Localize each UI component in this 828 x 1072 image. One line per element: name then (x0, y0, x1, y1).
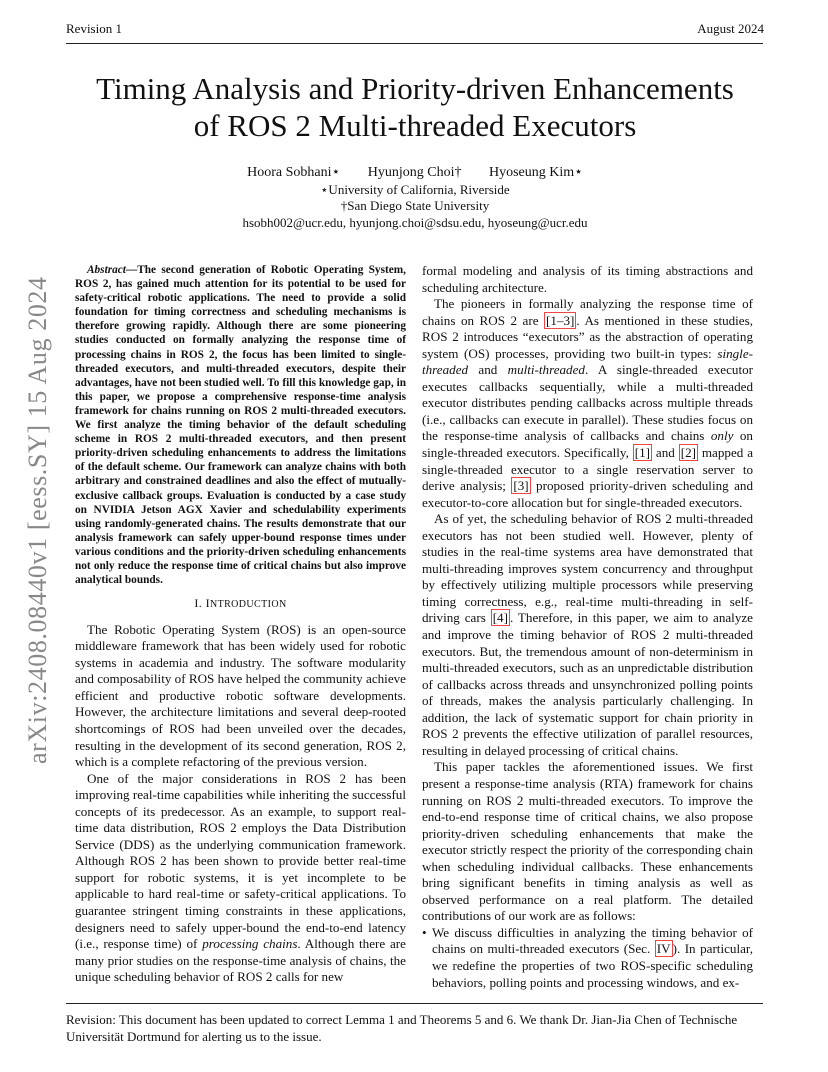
intro-paragraph-2: One of the major considerations in ROS 2 has been improving real-time capabilities while inheriting the successful concepts of its predecessor. As an example, to support real-time data distribution, ROS 2 employs the Data Distribution Service (DDS) as the underlying communication framework. Although ROS 2 has been shown to provide better real-time support for robotic systems, it is yet incomplete to be applicable to hard real-time or safety-critical applications. To guarantee stringent timing constraints in these applications, designers need to safely upper-bound the end-to-end latency (i.e., response time) of processing chains. Although there are many prior studies on the response-time analysis of chains, the unique scheduling behavior of ROS 2 calls for new (75, 770, 406, 985)
revision-footnote: Revision: This document has been updated to correct Lemma 1 and Theorems 5 and 6. We thank Dr. Jian-Jia Chen of Technische Universität Dortmund for alerting us to the issue. (66, 1012, 738, 1044)
citation-link[interactable]: [2] (680, 445, 696, 461)
left-column (75, 263, 406, 986)
author-name: Hoora Sobhani⋆ (247, 165, 341, 180)
title-line-2: of ROS 2 Multi-threaded Executors (193, 108, 637, 143)
citation-link[interactable]: [1] (634, 445, 651, 461)
author-emails: hsobh002@ucr.edu, hyunjong.choi@sdsu.edu, hyoseung@ucr.edu (242, 215, 588, 230)
paragraph-pioneers: The pioneers in formally analyzing the response time of chains on ROS 2 are [1–3] . As mentioned in these studies, ROS 2 introduces “executors” as the abstraction of operating system (OS) processes, providing two built-in types: single-threaded and multi-threaded. A single-threaded executor executes callbacks sequentially, while a multi-threaded executor distributes pending callbacks across multiple threads (i.e., callbacks can execute in parallel). These studies focus on the response-time analysis of callbacks and chains only on single-threaded executors. Specifically, [1] and [2] mapped a single-threaded executor to a single reservation server to derive analysis; [3] proposed priority-driven scheduling and executor-to-core allocation but for single-threaded executors. (422, 296, 754, 510)
section-link[interactable]: IV (656, 941, 671, 957)
affiliation-ucr: ⋆University of California, Riverside (320, 182, 510, 197)
abstract (75, 263, 406, 587)
citation-link[interactable]: [3] (513, 478, 529, 494)
abstract-label: Abstract (87, 264, 126, 276)
header-divider (66, 43, 763, 44)
right-column (422, 263, 753, 991)
abstract-text: —The second generation of Robotic Operating System, ROS 2, has gained much attention for its potential to be used for safety-critical robotic applications. The need to provide a solid foundation for timing correctness and scheduling mechanisms is therefore growing rapidly. Although there are some pioneering studies conducted on formally analyzing the response time of processing chains in ROS 2, the focus has been limited to single-threaded executors, and multi-threaded executors, despite their advantages, have not been studied well. To fill this knowledge gap, in this paper, we propose a comprehensive response-time analysis framework for chains running on ROS 2 multi-threaded executors. We first analyze the timing behavior of the default scheduling scheme in ROS 2 multi-threaded executors, and then present priority-driven scheduling enhancements to address the limitations of the default scheme. Our framework can analyze chains with both arbitrary and constrained deadlines and also the effect of mutually-exclusive callback groups. Evaluation is conducted by a case study on NVIDIA Jetson AGX Xavier and schedulability experiments using randomly-generated chains. The results demonstrate that our analysis framework can safely upper-bound response times under various conditions and the priority-driven scheduling enhancements not only reduce the response time of critical chains but also improve analytical bounds. (75, 264, 406, 587)
section-heading-introduction: I. INTRODUCTION (194, 596, 287, 611)
paragraph-multithreaded: As of yet, the scheduling behavior of ROS 2 multi-threaded executors has not been studied well. However, plenty of studies in the real-time systems area have demonstrated that multi-threading improves system concurrency and throughput by effectively utilizing multiple processors while preserving timing correctness, e.g., real-time multi-threading in self-driving cars [4] . Therefore, in this paper, we aim to analyze and improve the timing behavior of ROS 2 multi-threaded executors. But, the tremendous amount of non-determinism in multi-threaded executors, such as an unpredictable distribution of callbacks across threads and unsynchronized polling points of threads, makes the analysis particularly challenging. In addition, the lack of systematic support for chain priority in ROS 2 prevents the effective utilization of parallel resources, resulting in delayed processing of critical chains. (422, 511, 753, 758)
running-header-date: August 2024 (697, 21, 764, 36)
footnote-divider (66, 1003, 763, 1004)
citation-link[interactable]: [4] (492, 610, 508, 626)
author-list (60, 164, 770, 181)
intro-paragraph-1: The Robotic Operating System (ROS) is an open-source middleware framework that has been widely used for robotic systems in academia and industry. The software modularity and composability of ROS have helped the community achieve efficient and productive robotic software developments. However, the architecture limitations and several deep-rooted shortcomings of ROS had been unveiled over the decades, resulting in the development of its second generation, ROS 2, which is a complete refactoring of the previous version. (75, 621, 406, 770)
citation-link[interactable]: [1–3] (546, 312, 575, 328)
contribution-bullet: • We discuss difficulties in analyzing the timing behavior of chains on multi-threaded executors (Sec. IV ). In particular, we redefine the properties of two ROS-specific scheduling behaviors, polling points and processing windows, and ex- (422, 925, 753, 991)
paper-title (60, 70, 770, 144)
paragraph-contributions: This paper tackles the aforementioned issues. We first present a response-time analysis (RTA) framework for chains running on ROS 2 multi-threaded executors. To improve the end-to-end response time of critical chains, we also propose priority-driven scheduling enhancements that make the executor strictly respect the priority of the corresponding chain when scheduling individual callbacks. These enhancements bring significant benefits in timing analysis as well as observed performance on a real platform. The detailed contributions of our work are as follows: (422, 759, 753, 924)
affiliation-sdsu: †San Diego State University (340, 198, 490, 213)
running-header-revision: Revision 1 (66, 21, 122, 36)
continued-paragraph: formal modeling and analysis of its timing abstractions and scheduling architecture. (422, 263, 753, 295)
author-name: Hyunjong Choi† (367, 165, 462, 180)
title-line-1: Timing Analysis and Priority-driven Enhancements (96, 71, 734, 106)
arxiv-identifier-stamp: arXiv:2408.08440v1 [eess.SY] 15 Aug 2024 (23, 276, 52, 764)
author-name: Hyoseung Kim⋆ (488, 165, 583, 180)
